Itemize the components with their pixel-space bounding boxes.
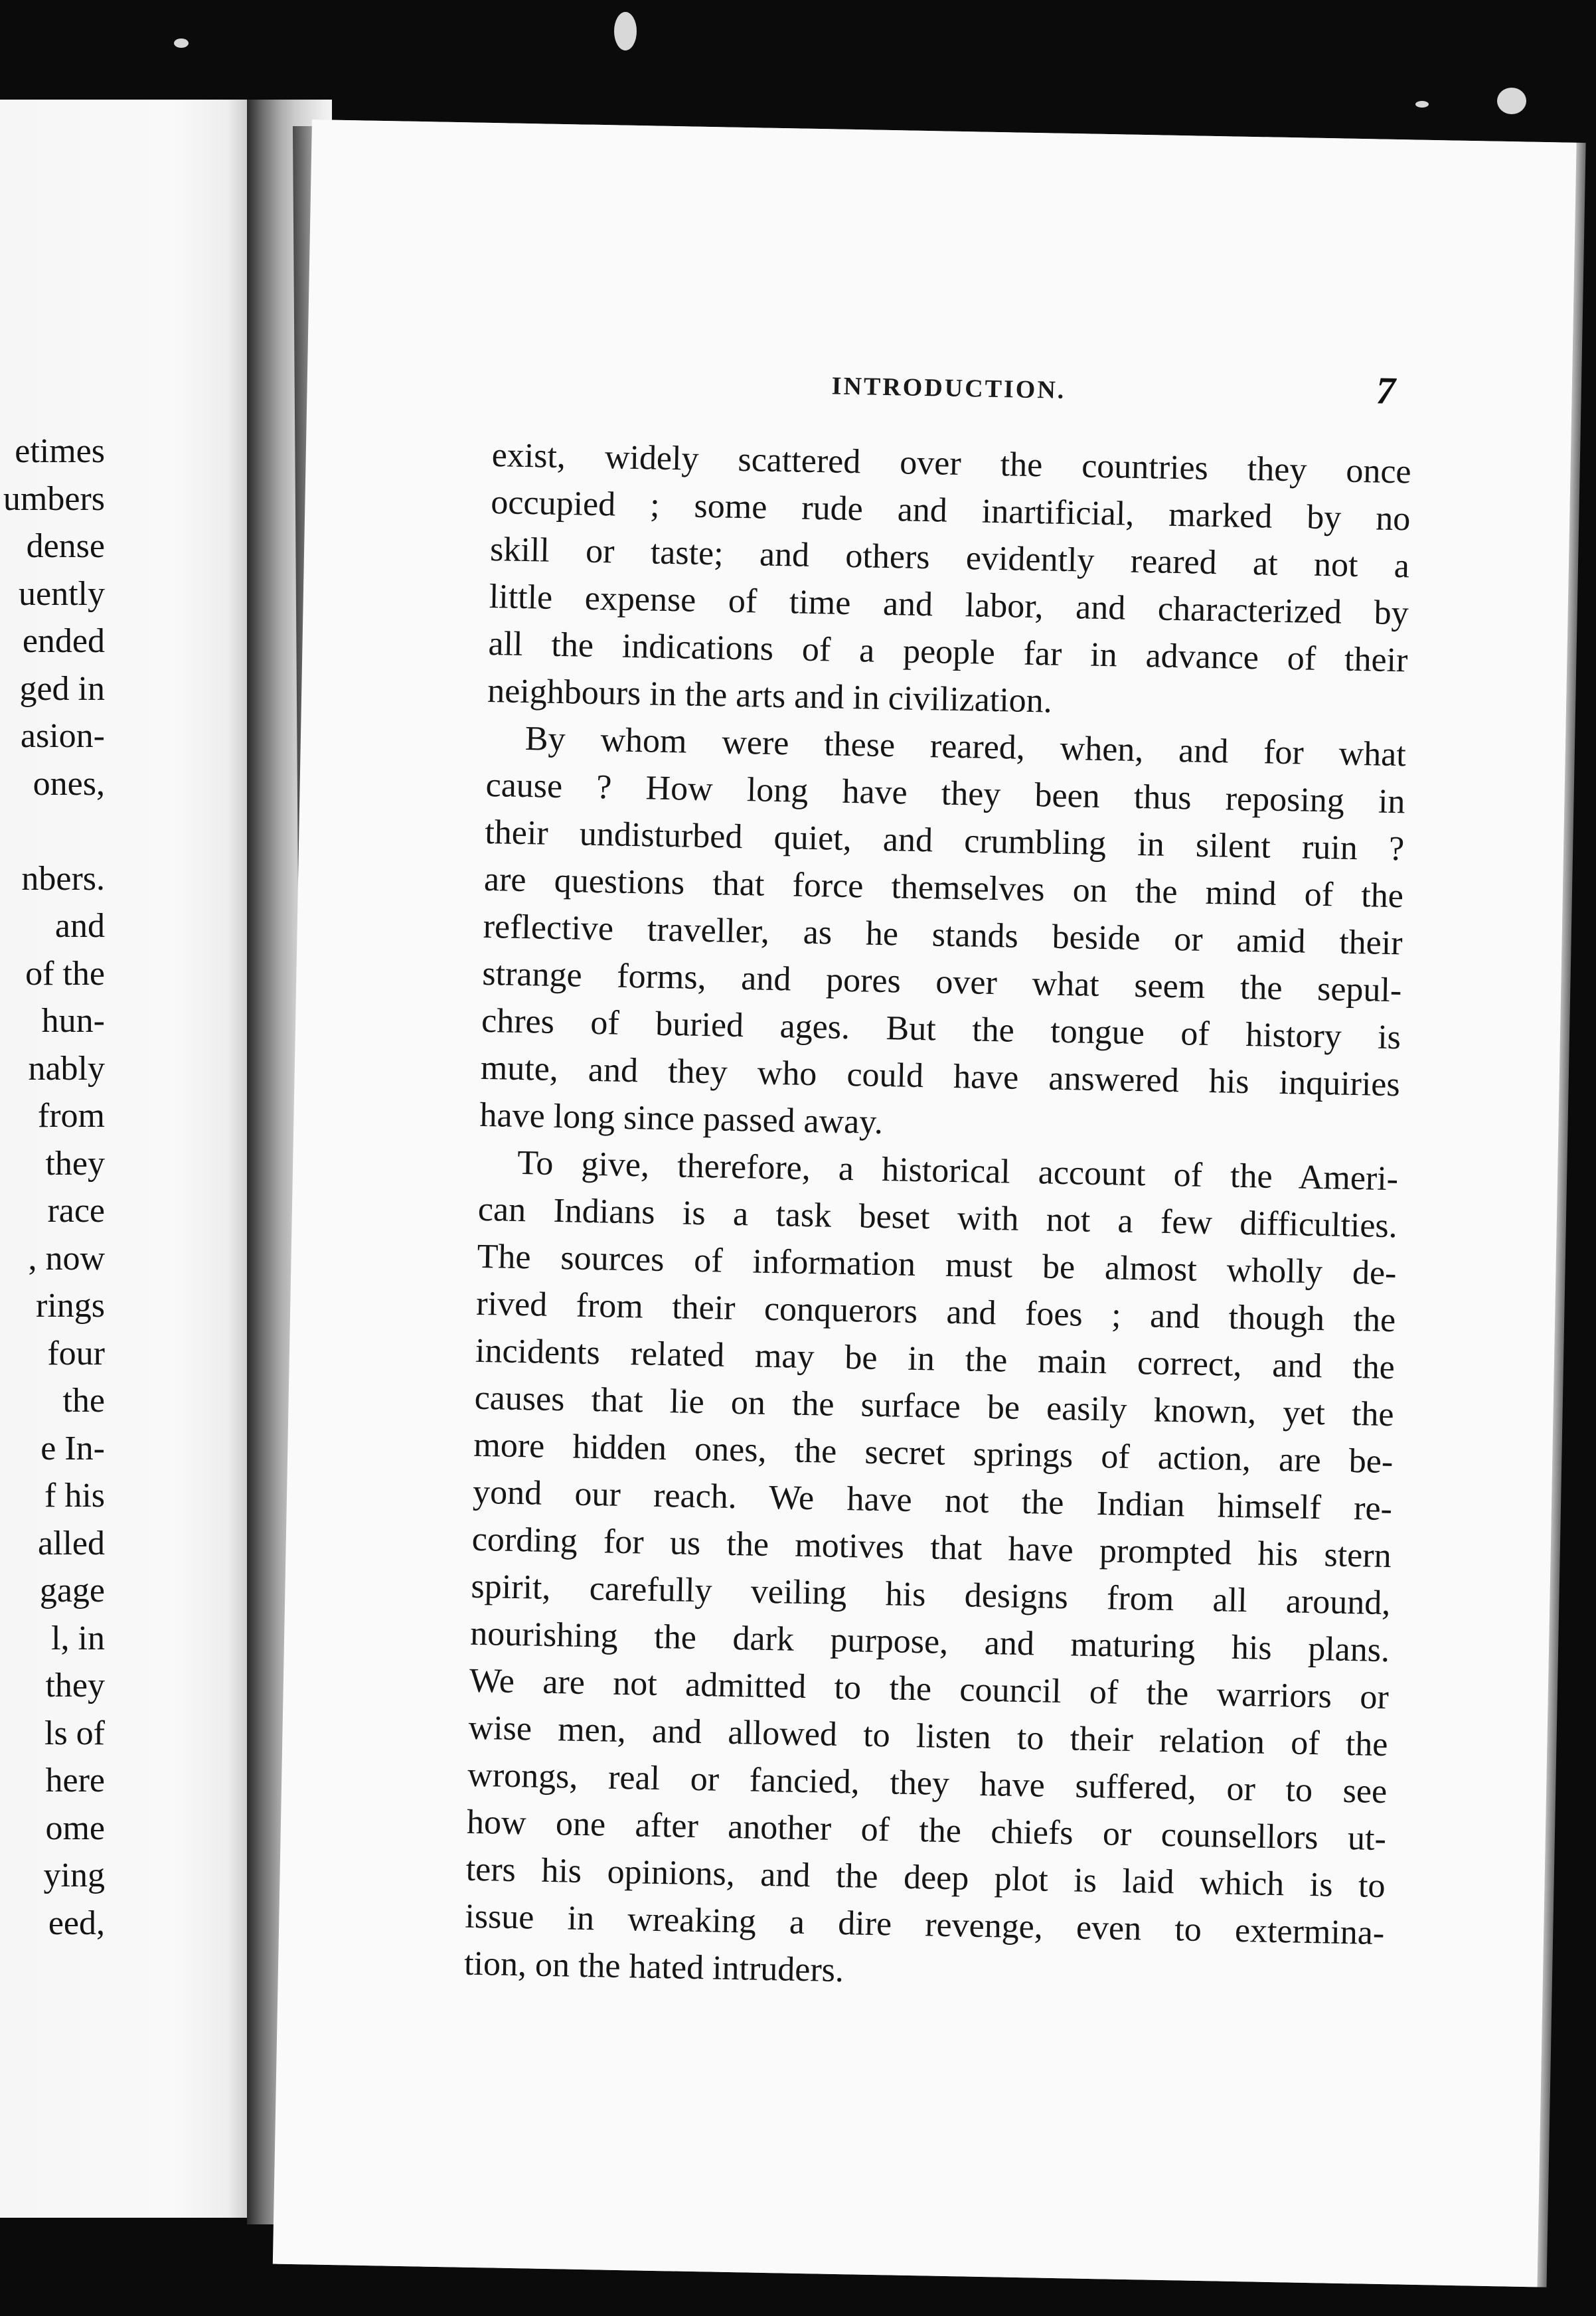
left-page-line: ying bbox=[43, 1857, 105, 1894]
text-line: reflective traveller, as he stands beside or amid their bbox=[483, 907, 1403, 963]
left-page-line: nably bbox=[28, 1049, 105, 1088]
left-page-line: here bbox=[45, 1762, 105, 1799]
text-line: have long since passed away. bbox=[479, 1096, 884, 1142]
text-line: exist, widely scattered over the countries they once bbox=[491, 436, 1412, 491]
text-line: skill or taste; and others evidently reared at not a bbox=[489, 531, 1410, 586]
left-page-line: ended bbox=[22, 622, 105, 660]
left-page-line: umbers bbox=[3, 479, 105, 518]
left-page-text bbox=[0, 100, 105, 2218]
left-page-line: ome bbox=[45, 1809, 105, 1847]
text-line: are questions that force themselves on the mind of the bbox=[483, 860, 1404, 916]
text-line: mute, and they who could have answered his inquiries bbox=[480, 1048, 1401, 1104]
text-line: wise men, and allowed to listen to their relation of the bbox=[468, 1708, 1388, 1764]
left-page-line: uently bbox=[19, 574, 105, 613]
text-line: more hidden ones, the secret springs of action, are be- bbox=[473, 1426, 1394, 1481]
left-page-line: e In- bbox=[40, 1429, 105, 1467]
left-page-line: and bbox=[54, 907, 105, 945]
film-speck bbox=[1415, 101, 1429, 108]
text-line: neighbours in the arts and in civilization. bbox=[487, 671, 1053, 720]
left-page-line: of the bbox=[25, 954, 105, 993]
body-text bbox=[463, 432, 1411, 2004]
left-page-line: f his bbox=[44, 1477, 105, 1515]
text-line: ters his opinions, and the deep plot is laid which is to bbox=[465, 1850, 1386, 1906]
left-page-line: ls of bbox=[44, 1714, 105, 1752]
text-line: all the indications of a people far in advance of their bbox=[488, 625, 1408, 680]
text-line: spirit, carefully veiling his designs from all around, bbox=[471, 1567, 1391, 1623]
text-line: The sources of information must be almost wholly de- bbox=[477, 1237, 1397, 1293]
page-number: 7 bbox=[1376, 369, 1396, 412]
text-line: By whom were these reared, when, and for what bbox=[524, 720, 1407, 774]
text-line: nourishing the dark purpose, and maturing his plans. bbox=[469, 1614, 1390, 1670]
text-line: causes that lie on the surface be easily known, yet the bbox=[474, 1378, 1395, 1434]
text-line: cause ? How long have they been thus reposing in bbox=[485, 766, 1405, 821]
left-page-line: nbers. bbox=[21, 859, 105, 898]
left-page-line: rings bbox=[36, 1287, 105, 1325]
text-line: cording for us the motives that have prompted his stern bbox=[471, 1520, 1392, 1576]
left-page-line: race bbox=[47, 1192, 105, 1230]
text-line: how one after another of the chiefs or counsellors ut- bbox=[466, 1803, 1387, 1859]
text-line: little expense of time and labor, and characterized by bbox=[489, 578, 1409, 633]
left-page bbox=[0, 100, 247, 2218]
text-line: their undisturbed quiet, and crumbling in silent ruin ? bbox=[484, 813, 1405, 869]
left-page-line: from bbox=[37, 1097, 105, 1135]
text-line: can Indians is a task beset with not a few difficulties. bbox=[477, 1190, 1398, 1246]
left-page-line: gage bbox=[39, 1572, 105, 1610]
text-line: occupied ; some rude and inartificial, marked by no bbox=[490, 483, 1411, 538]
text-line: wrongs, real or fancied, they have suffered, or to see bbox=[467, 1756, 1388, 1811]
film-speck bbox=[174, 39, 189, 48]
film-speck bbox=[614, 12, 637, 50]
left-page-line: dense bbox=[26, 527, 105, 565]
right-page bbox=[273, 120, 1577, 2287]
left-page-line: they bbox=[45, 1667, 105, 1704]
text-line: issue in wreaking a dire revenge, even to extermina- bbox=[464, 1897, 1385, 1953]
left-page-line: etimes bbox=[15, 432, 105, 470]
text-line: We are not admitted to the council of the warriors or bbox=[469, 1661, 1390, 1717]
left-page-line: they bbox=[45, 1144, 105, 1183]
left-page-line: , now bbox=[28, 1239, 105, 1278]
left-page-line: four bbox=[47, 1334, 105, 1372]
text-line: strange forms, and pores over what seem the sepul- bbox=[481, 954, 1402, 1010]
left-page-line: ged in bbox=[19, 669, 105, 708]
left-page-line: hun- bbox=[41, 1002, 105, 1040]
left-page-line: eed, bbox=[48, 1904, 105, 1942]
running-head: INTRODUCTION. bbox=[831, 372, 1066, 404]
text-line: To give, therefore, a historical account of the Ameri- bbox=[517, 1143, 1399, 1199]
text-line: tion, on the hated intruders. bbox=[463, 1944, 844, 1990]
text-line: chres of buried ages. But the tongue of history is bbox=[481, 1001, 1401, 1057]
left-page-line: alled bbox=[37, 1524, 105, 1562]
text-line: incidents related may be in the main correct, and the bbox=[475, 1331, 1396, 1387]
left-page-line: the bbox=[62, 1382, 105, 1420]
text-line: yond our reach. We have not the Indian himself re- bbox=[472, 1473, 1393, 1529]
left-page-line: l, in bbox=[51, 1619, 105, 1657]
film-speck bbox=[1497, 88, 1526, 114]
left-page-line: asion- bbox=[20, 717, 105, 755]
left-page-line: ones, bbox=[33, 764, 105, 803]
text-line: rived from their conquerors and foes ; and though the bbox=[475, 1284, 1396, 1340]
